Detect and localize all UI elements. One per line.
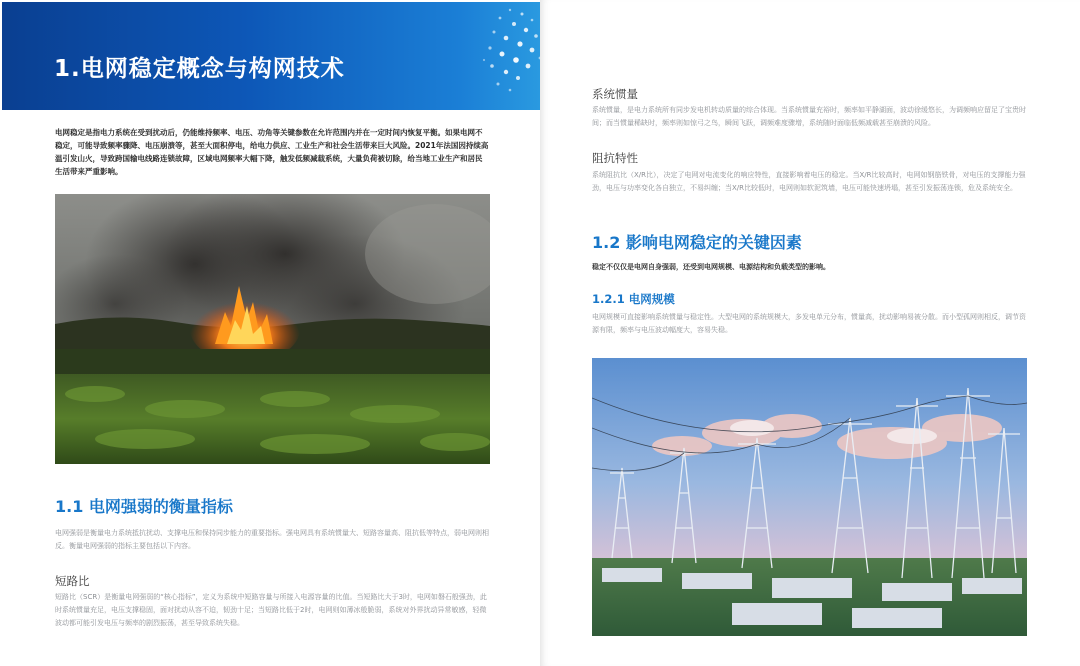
substation-photo [592, 358, 1027, 636]
section-1-1-heading: 1.1 电网强弱的衡量指标 [55, 497, 233, 516]
short-circuit-ratio-heading: 短路比 [55, 574, 90, 588]
section-1-2-note: 稳定不仅仅是电网自身强弱，还受到电网规模、电源结构和负载类型的影响。 [592, 263, 830, 271]
dot-pattern-decoration [470, 4, 541, 104]
impedance-heading: 阻抗特性 [592, 151, 638, 165]
wildfire-photo [55, 194, 490, 464]
system-inertia-paragraph: 系统惯量，是电力系统所有同步发电机转动质量的综合体现。当系统惯量充裕时，频率如平静湖面，波动徐缓悠长，为调频响应留足了宝贵时间；而当惯量稀缺时，频率则如惊弓之鸟，瞬间飞跃，调频难度骤增，系统随时面临低频减载甚至崩溃的风险。 [592, 106, 1026, 127]
intro-paragraph: 电网稳定是指电力系统在受到扰动后，仍能维持频率、电压、功角等关键参数在允许范围内并在一定时间内恢复平衡。如果电网不稳定，可能导致频率骤降、电压崩溃等，甚至大面积停电，给电力供应、工业生产和社会生活带来巨大风险。2021年法国因持续高温引发山火，导致跨国输电线路连锁故障，区域电网频率大幅下降，触发低频减载系统，大量负荷被切除，给当地工业生产和居民生活带来严重影响。 [55, 128, 489, 176]
grid-scale-paragraph: 电网规模可直接影响系统惯量与稳定性。大型电网的系统规模大，多发电单元分布，惯量高，扰动影响易被分散。而小型孤网则相反，调节资源有限，频率与电压波动幅度大，容易失稳。 [592, 313, 1026, 334]
section-1-2-heading: 1.2 影响电网稳定的关键因素 [592, 233, 802, 252]
section-1-1-paragraph: 电网强弱是衡量电力系统抵抗扰动、支撑电压和保持同步能力的重要指标。强电网具有系统惯量大、短路容量高、阻抗低等特点，弱电网则相反。衡量电网强弱的指标主要包括以下内容。 [55, 529, 489, 550]
section-1-2-1-heading: 1.2.1 电网规模 [592, 292, 675, 306]
chapter-title: 1.电网稳定概念与构网技术 [54, 56, 345, 82]
short-circuit-ratio-paragraph: 短路比（SCR）是衡量电网强弱的“核心指标”，定义为系统中短路容量与所接入电源容量的比值。当短路比大于3时，电网如磐石般强劲，此时系统惯量充足，电压支撑稳固，面对扰动从容不迫，韧劲十足；当短路比低于2时，电网则如薄冰般脆弱，系统对外界扰动异常敏感，轻微波动都可能引发电压与频率的剧烈振荡，甚至导致系统失稳。 [55, 593, 487, 627]
system-inertia-heading: 系统惯量 [592, 87, 638, 101]
impedance-paragraph: 系统阻抗比（X/R比），决定了电网对电流变化的响应特性，直接影响着电压的稳定。当X/R比较高时，电网如钢筋铁骨，对电压的支撑能力强劲，电压与功率变化各自独立，不易纠缠；当X/R比较低时，电网则如软泥筑墙，电压可能快速坍塌，甚至引发振荡连锁，危及系统安全。 [592, 171, 1026, 192]
title-banner [2, 2, 541, 110]
